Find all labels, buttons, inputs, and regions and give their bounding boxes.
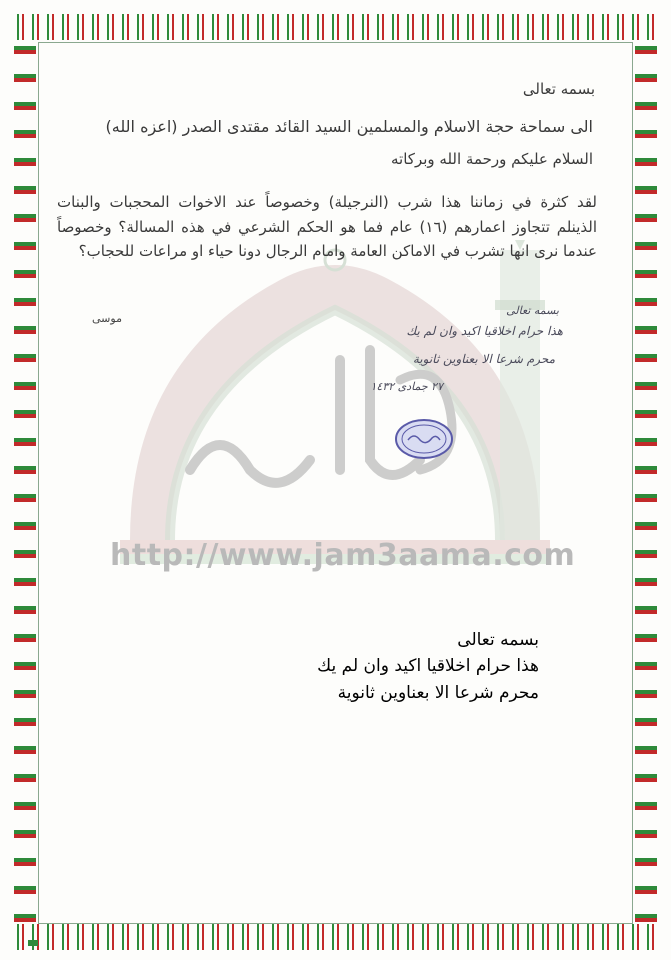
handwritten-reply-line1: هذا حرام اخلاقيا اكيد وان لم يك: [406, 324, 563, 338]
ornamental-border-top: [14, 14, 657, 40]
handwritten-date: ٢٧ جمادى ١٤٣٢: [370, 380, 443, 393]
letter-sender: موسى: [92, 312, 122, 325]
letter-basmala: بسمه تعالى: [522, 80, 595, 98]
official-seal-stamp: [394, 418, 454, 460]
typed-reply-line2: محرم شرعا الا بعناوين ثانوية: [337, 683, 539, 703]
corner-ornament: [28, 940, 38, 946]
watermark-url: http://www.jam3aama.com: [110, 538, 576, 573]
typed-reply-line1: هذا حرام اخلاقيا اكيد وان لم يك: [317, 656, 539, 676]
handwritten-basmala: بسمه تعالى: [506, 304, 559, 317]
ornamental-border-bottom: [14, 924, 657, 950]
ornamental-border-left: [14, 40, 36, 924]
letter-addressee: الى سماحة حجة الاسلام والمسلمين السيد القائد مقتدى الصدر (اعزه الله): [105, 117, 593, 136]
handwritten-reply-line2: محرم شرعا الا بعناوين ثانوية: [412, 352, 555, 366]
letter-salutation: السلام عليكم ورحمة الله وبركاته: [391, 150, 593, 168]
typed-reply-basmala: بسمه تعالى: [457, 630, 539, 650]
letter-question: لقد كثرة في زماننا هذا شرب (النرجيلة) وخصوصاً عند الاخوات المحجبات والبنات الذينلم تتجاوز اعمارهم (١٦) عام فما هو الحكم الشرعي في هذه المسالة؟ وخصوصاً عندما نرى انها تشرب في الاماكن العامة وامام الرجال دونا حياء او مراعات للحجاب؟: [57, 193, 597, 260]
ornamental-border-right: [635, 40, 657, 924]
